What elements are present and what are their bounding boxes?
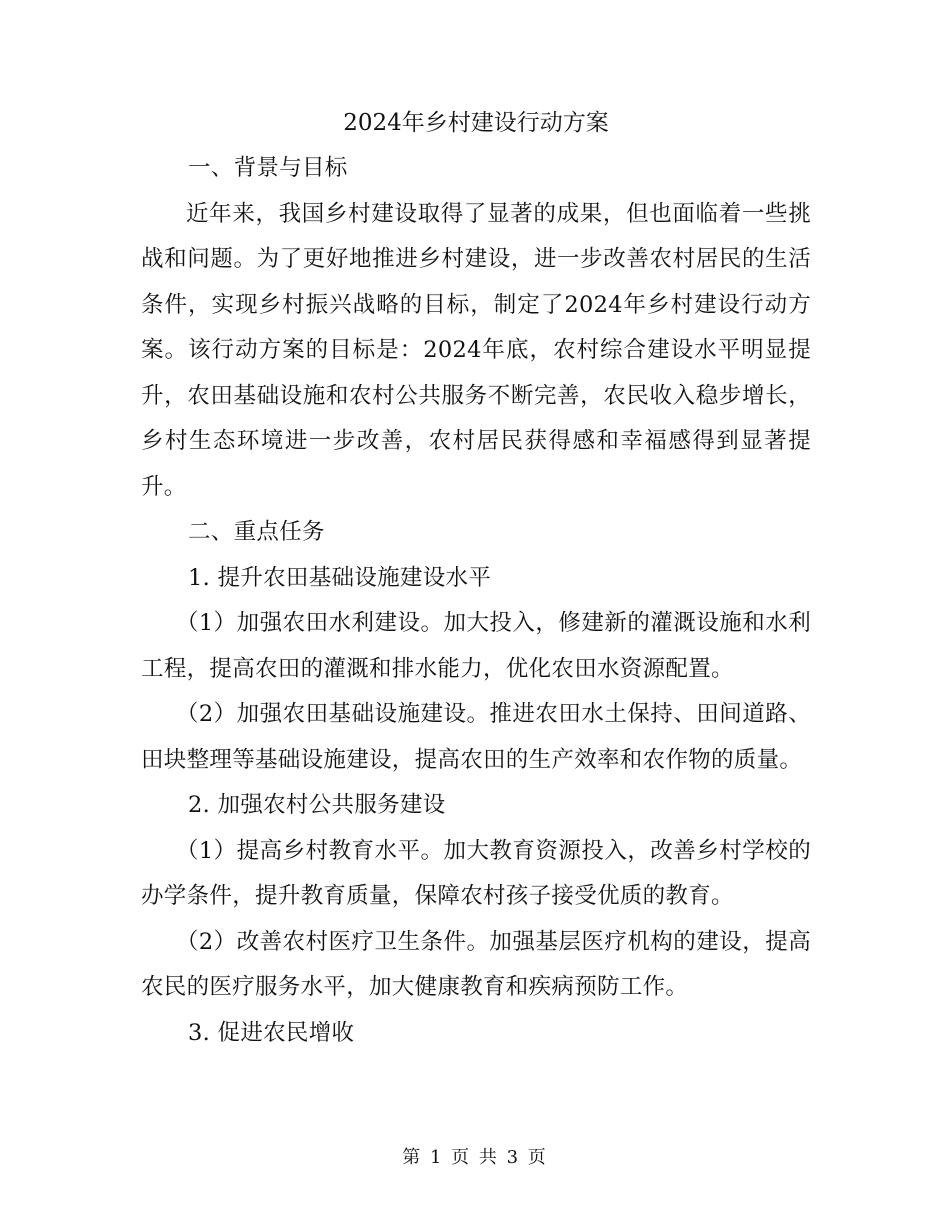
section-heading-key-tasks: 二、重点任务 bbox=[188, 519, 325, 545]
task-heading-public-services: 2. 加强农村公共服务建设 bbox=[188, 792, 446, 818]
task-item-water-conservancy: （1）加强农田水利建设。加大投入，修建新的灌溉设施和水利工程，提高农田的灌溉和排水能力，优化农田水资源配置。 bbox=[141, 610, 811, 682]
task-heading-income: 3. 促进农民增收 bbox=[188, 1019, 355, 1046]
document-body bbox=[141, 100, 811, 1056]
task-heading-farmland: 1. 提升农田基础设施建设水平 bbox=[188, 564, 492, 591]
page-number-footer: 第 1 页 共 3 页 bbox=[402, 1147, 548, 1168]
document-title: 2024年乡村建设行动方案 bbox=[343, 110, 609, 136]
section-heading-background: 一、背景与目标 bbox=[188, 155, 348, 181]
section-body-background: 近年来，我国乡村建设取得了显著的成果，但也面临着一些挑战和问题。为了更好地推进乡村建设，进一步改善农村居民的生活条件，实现乡村振兴战略的目标，制定了2024年乡村建设行动方案。该行动方案的目标是：2024年底，农村综合建设水平明显提升，农田基础设施和农村公共服务不断完善，农民收入稳步增长，乡村生态环境进一步改善，农村居民获得感和幸福感得到显著提升。 bbox=[141, 200, 811, 500]
task-item-education: （1）提高乡村教育水平。加大教育资源投入，改善乡村学校的办学条件，提升教育质量，保障农村孩子接受优质的教育。 bbox=[141, 837, 811, 909]
task-item-farmland-infrastructure: （2）加强农田基础设施建设。推进农田水土保持、田间道路、田块整理等基础设施建设，提高农田的生产效率和农作物的质量。 bbox=[141, 701, 811, 773]
task-item-healthcare: （2）改善农村医疗卫生条件。加强基层医疗机构的建设，提高农民的医疗服务水平，加大健康教育和疾病预防工作。 bbox=[141, 928, 811, 1000]
